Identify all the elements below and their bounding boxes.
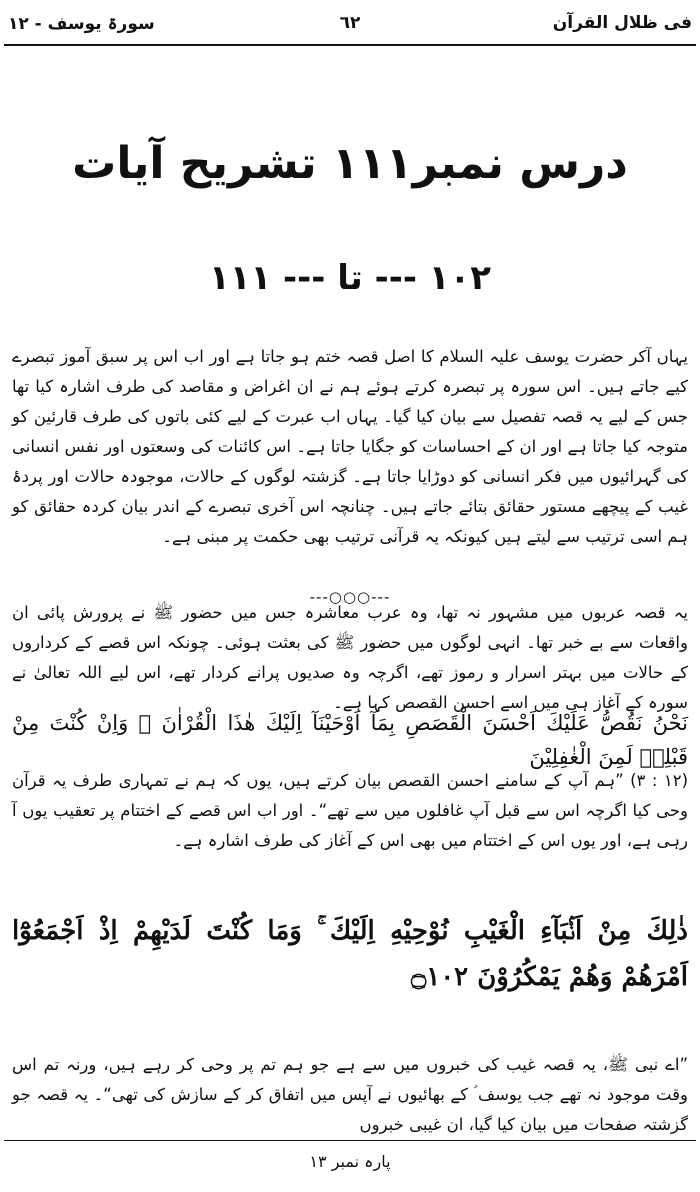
paragraph-commentary: ”اے نبی ﷺ، یہ قصہ غیب کی خبروں میں سے ہے جو ہم تم پر وحی کر رہے ہیں، ورنہ تم اس وقت موجود نہ تھے جب یوسف ؑ کے بھائیوں نے آپس میں اتفاق کر کے سازش کی تھی“۔ یہ قصہ جو گزشتہ صفحات میں بیان کیا گیا، ان غیبی خبروں — [12, 1055, 688, 1134]
page-number: ٦٢ — [339, 13, 361, 33]
verse-range: ١٠٢ --- تا --- ١١١ — [208, 258, 492, 298]
surah-label: سورۃ یوسف - ١٢ — [8, 13, 155, 34]
book-title: فی ظلال القرآن — [552, 13, 692, 33]
footer-divider — [4, 1140, 696, 1141]
section-separator: ---○○○--- — [309, 588, 391, 606]
paragraph-story: یہ قصہ عربوں میں مشہور نہ تھا، وہ عرب معاشرہ جس میں حضور ﷺ نے پرورش پائی ان واقعات سے بے خبر تھا۔ انہی لوگوں میں حضور ﷺ کی بعثت ہوئی۔ چونکہ اس قصے کے کرداروں کے حالات میں بہتر اسرار و رموز تھے، اگرچہ وہ صدیوں پرانے کردار تھے، اس لیے اللہ تعالیٰ نے سورہ کے آغاز ہی میں اسے احسن القصص کہا ہے۔ — [12, 603, 688, 712]
header-divider — [4, 44, 696, 46]
para-number-footer: پارہ نمبر ١٣ — [309, 1152, 391, 1171]
quran-verse-1: نَحْنُ نَقُصُّ عَلَيْكَ اَحْسَنَ الْقَصَصِ بِمَآ اَوْحَيْنَآ اِلَيْكَ هٰذَا الْقُرْاٰنَ ۖ وَاِنْ كُنْتَ مِنْ قَبْلِهٖ لَمِنَ الْغٰفِلِيْنَ — [12, 711, 688, 769]
lesson-title: درس نمبر١١١ تشریح آیات — [72, 138, 628, 189]
page-header — [8, 4, 692, 42]
quran-verse-2: ذٰلِكَ مِنْ اَنْۢبَآءِ الْغَيْبِ نُوْحِيْهِ اِلَيْكَ ۚ وَمَا كُنْتَ لَدَيْهِمْ اِذْ اَجْمَعُوْٓا اَمْرَهُمْ وَهُمْ يَمْكُرُوْنَ ۝١٠٢ — [12, 916, 688, 992]
paragraph-translation: (١٢ : ٣) ”ہم آپ کے سامنے احسن القصص بیان کرتے ہیں، یوں کہ ہم نے تمہاری طرف یہ قرآن وحی کیا اگرچہ اس سے قبل آپ غافلوں میں سے تھے“۔ اور اب اس قصے کے اختتام پر تعقیب یوں آ رہی ہے، اور یوں اس کے اختتام میں بھی اس کے آغاز کی طرف اشارہ ہے۔ — [12, 771, 688, 850]
paragraph-intro: یہاں آکر حضرت یوسف علیہ السلام کا اصل قصہ ختم ہو جاتا ہے اور اب اس پر سبق آموز تبصرے کیے جاتے ہیں۔ اس سورہ پر تبصرہ کرتے ہوئے ہم نے ان اغراض و مقاصد کی طرف اشارہ کیا تھا جس کے لیے یہ قصہ تفصیل سے بیان کیا گیا۔ یہاں اب عبرت کے لیے کئی باتوں کی طرف قارئین کو متوجہ کیا جاتا ہے اور ان کے احساسات کو جگایا جاتا ہے۔ اس کائنات کی وسعتوں اور نفس انسانی کی گہرائیوں میں فکر انسانی کو دوڑایا جاتا ہے۔ گزشتہ لوگوں کے حالات، موجودہ حالات اور پردۂ غیب کے پیچھے مستور حقائق بتائے جاتے ہیں۔ چنانچہ اس آخری تبصرے کے اندر بیان کردہ حقائق کو ہم اسی ترتیب سے لیتے ہیں کیونکہ یہ قرآنی ترتیب بھی حکمت پر مبنی ہے۔ — [12, 347, 688, 546]
